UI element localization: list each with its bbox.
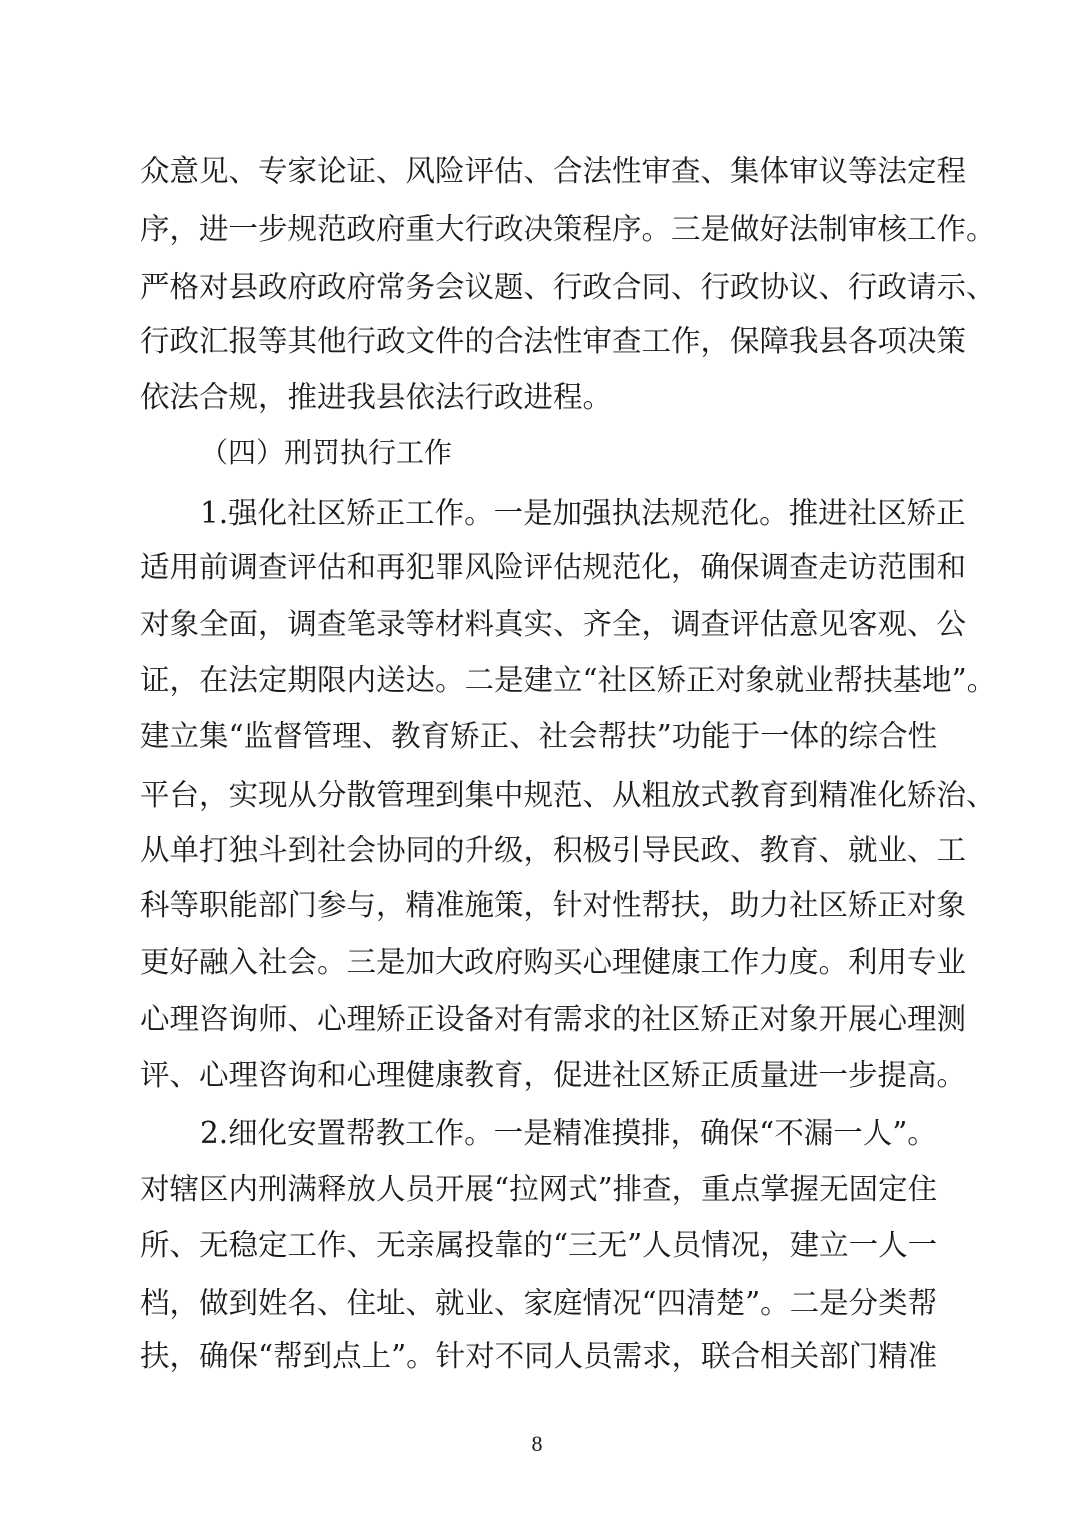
body-text-line: 众意见、专家论证、风险评估、合法性审查、集体审议等法定程: [140, 154, 967, 188]
paragraph-first-line: 2.细化安置帮教工作。一是精准摸排，确保“不漏一人”。: [200, 1116, 937, 1150]
body-text-line: 档，做到姓名、住址、就业、家庭情况“四清楚”。二是分类帮: [140, 1286, 938, 1320]
body-text-line: 严格对县政府政府常务会议题、行政合同、行政协议、行政请示、: [140, 270, 996, 304]
body-text-line: 对辖区内刑满释放人员开展“拉网式”排查，重点掌握无固定住: [140, 1172, 938, 1206]
body-text-line: 适用前调查评估和再犯罪风险评估规范化，确保调查走访范围和: [140, 550, 967, 584]
body-text-line: 平台，实现从分散管理到集中规范、从粗放式教育到精准化矫治、: [140, 778, 996, 812]
body-text-line: 建立集“监督管理、教育矫正、社会帮扶”功能于一体的综合性: [140, 719, 938, 753]
body-text-line: 扶，确保“帮到点上”。针对不同人员需求，联合相关部门精准: [140, 1339, 938, 1373]
paragraph-first-line: 1.强化社区矫正工作。一是加强执法规范化。推进社区矫正: [200, 496, 966, 530]
body-text-line: 对象全面，调查笔录等材料真实、齐全，调查评估意见客观、公: [140, 607, 967, 641]
body-text-line: 更好融入社会。三是加大政府购买心理健康工作力度。利用专业: [140, 945, 967, 979]
body-text-line: 心理咨询师、心理矫正设备对有需求的社区矫正对象开展心理测: [140, 1002, 967, 1036]
section-heading: （四）刑罚执行工作: [200, 436, 453, 469]
body-text-line: 评、心理咨询和心理健康教育，促进社区矫正质量进一步提高。: [140, 1058, 967, 1092]
body-text-line: 证，在法定期限内送达。二是建立“社区矫正对象就业帮扶基地”。: [140, 663, 997, 697]
body-text-line: 从单打独斗到社会协同的升级，积极引导民政、教育、就业、工: [140, 833, 967, 867]
body-text-line: 序，进一步规范政府重大行政决策程序。三是做好法制审核工作。: [140, 212, 996, 246]
body-text-line: 科等职能部门参与，精准施策，针对性帮扶，助力社区矫正对象: [140, 888, 967, 922]
page-number: 8: [531, 1431, 543, 1456]
body-text-line: 行政汇报等其他行政文件的合法性审查工作，保障我县各项决策: [140, 324, 967, 358]
body-text-line: 依法合规，推进我县依法行政进程。: [140, 380, 613, 414]
body-text-line: 所、无稳定工作、无亲属投靠的“三无”人员情况，建立一人一: [140, 1228, 938, 1262]
